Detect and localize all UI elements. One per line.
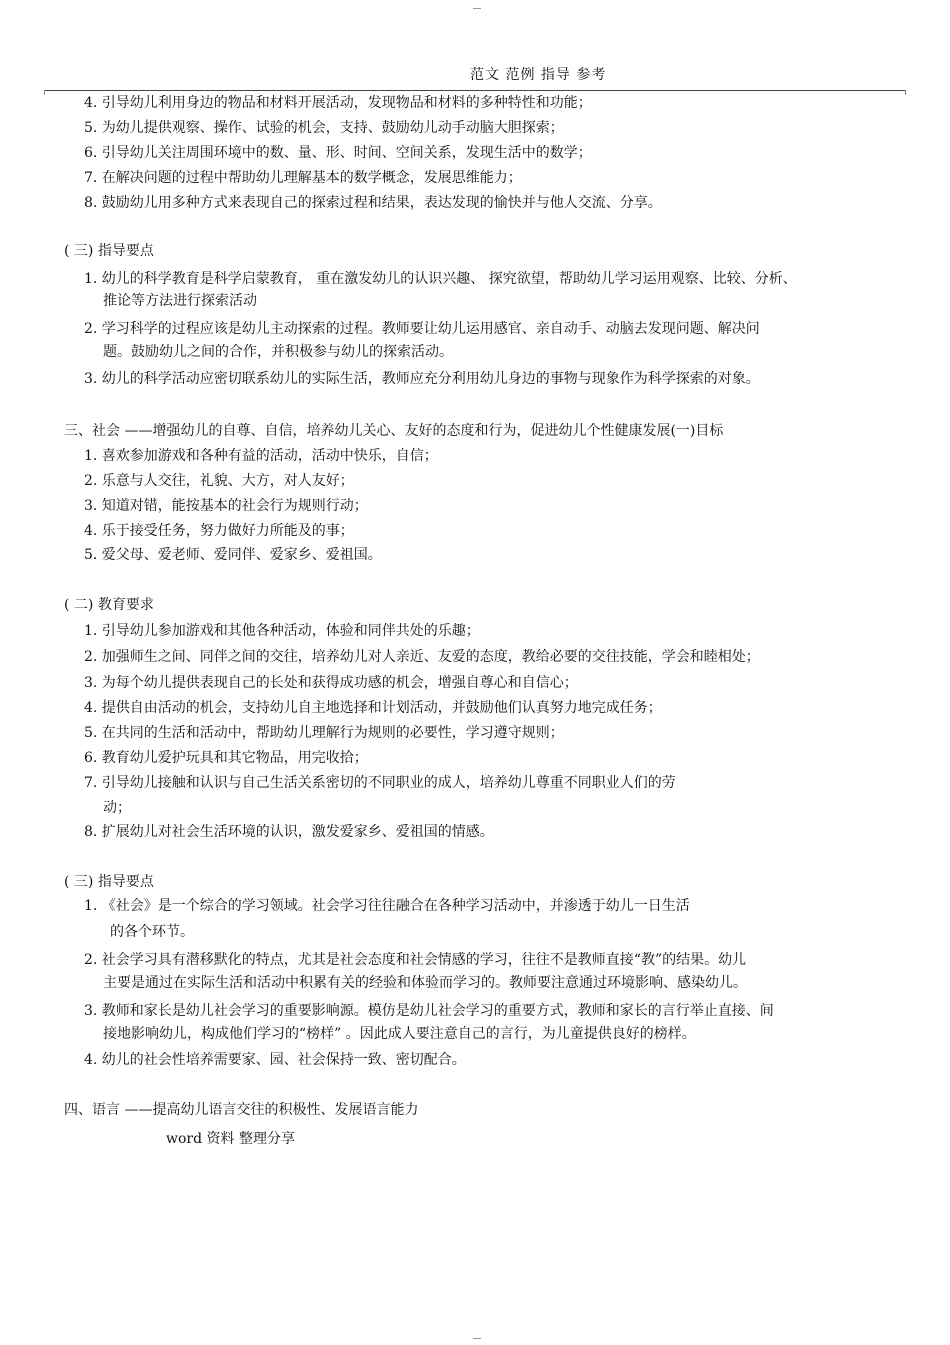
page-header: 范文 范例 指导 参考 bbox=[470, 67, 607, 83]
text-line: 8. 鼓励幼儿用多种方式来表现自己的探索过程和结果，表达发现的愉快并与他人交流、分享。 bbox=[84, 195, 662, 211]
text-line: 6. 教育幼儿爱护玩具和其它物品，用完收拾； bbox=[84, 750, 368, 766]
text-line: 推论等方法进行探索活动 bbox=[103, 293, 257, 309]
bottom-dash bbox=[473, 1338, 481, 1339]
text-line: 的各个环节。 bbox=[110, 924, 194, 940]
text-line: 题。鼓励幼儿之间的合作，并积极参与幼儿的探索活动。 bbox=[103, 344, 453, 360]
text-line: 接地影响幼儿，构成他们学习的“榜样” 。因此成人要注意自己的言行，为儿童提供良好的榜样。 bbox=[103, 1026, 696, 1042]
text-line: 7. 在解决问题的过程中帮助幼儿理解基本的数学概念，发展思维能力； bbox=[84, 170, 522, 186]
text-line: 3. 教师和家长是幼儿社会学习的重要影响源。模仿是幼儿社会学习的重要方式，教师和家长的言行举止直接、间 bbox=[84, 1003, 774, 1019]
text-line: 主要是通过在实际生活和活动中积累有关的经验和体验而学习的。教师要注意通过环境影响、感染幼儿。 bbox=[103, 975, 747, 991]
text-line: 3. 为每个幼儿提供表现自己的长处和获得成功感的机会，增强自尊心和自信心； bbox=[84, 675, 578, 691]
text-line: 4. 幼儿的社会性培养需要家、园、社会保持一致、密切配合。 bbox=[84, 1052, 466, 1068]
text-line: 4. 提供自由活动的机会，支持幼儿自主地选择和计划活动，并鼓励他们认真努力地完成任务； bbox=[84, 700, 662, 716]
text-line: 1. 引导幼儿参加游戏和其他各种活动，体验和同伴共处的乐趣； bbox=[84, 623, 480, 639]
text-line: 5. 为幼儿提供观察、操作、试验的机会，支持、鼓励幼儿动手动脑大胆探索； bbox=[84, 120, 564, 136]
text-line: 2. 乐意与人交往，礼貌、大方，对人友好； bbox=[84, 473, 354, 489]
page-footer: word 资料 整理分享 bbox=[166, 1131, 295, 1147]
text-line: 2. 社会学习具有潜移默化的特点，尤其是社会态度和社会情感的学习，往往不是教师直接“教”的结果。幼儿 bbox=[84, 952, 747, 968]
text-line: 7. 引导幼儿接触和认识与自己生活关系密切的不同职业的成人，培养幼儿尊重不同职业人们的劳 bbox=[84, 775, 676, 791]
text-line: 6. 引导幼儿关注周围环境中的数、量、形、时间、空间关系，发现生活中的数学； bbox=[84, 145, 592, 161]
text-line: 8. 扩展幼儿对社会生活环境的认识，激发爱家乡、爱祖国的情感。 bbox=[84, 824, 494, 840]
text-line: 2. 加强师生之间、同伴之间的交往，培养幼儿对人亲近、友爱的态度，教给必要的交往技能，学会和睦相处； bbox=[84, 649, 760, 665]
text-line: 动； bbox=[103, 800, 131, 816]
text-line: ( 二) 教育要求 bbox=[64, 597, 154, 613]
text-line: ( 三) 指导要点 bbox=[64, 243, 154, 259]
text-line: 1. 《社会》是一个综合的学习领域。社会学习往往融合在各种学习活动中，并渗透于幼儿一日生活 bbox=[84, 898, 690, 914]
text-line: ( 三) 指导要点 bbox=[64, 874, 154, 890]
text-line: 1. 喜欢参加游戏和各种有益的活动，活动中快乐，自信； bbox=[84, 448, 438, 464]
top-dash bbox=[473, 8, 481, 9]
text-line: 3. 知道对错，能按基本的社会行为规则行动； bbox=[84, 498, 368, 514]
text-line: 1. 幼儿的科学教育是科学启蒙教育， 重在激发幼儿的认识兴趣、 探究欲望，帮助幼儿学习运用观察、比较、分析、 bbox=[84, 271, 797, 287]
rule-right-tick bbox=[905, 90, 906, 95]
text-line: 4. 乐于接受任务，努力做好力所能及的事； bbox=[84, 523, 354, 539]
text-line: 三、社会 ——增强幼儿的自尊、自信，培养幼儿关心、友好的态度和行为，促进幼儿个性健康发展(一)目标 bbox=[64, 423, 724, 439]
header-rule bbox=[44, 90, 906, 91]
text-line: 4. 引导幼儿利用身边的物品和材料开展活动，发现物品和材料的多种特性和功能； bbox=[84, 95, 592, 111]
text-line: 四、语言 ——提高幼儿语言交往的积极性、发展语言能力 bbox=[64, 1102, 419, 1118]
text-line: 5. 爱父母、爱老师、爱同伴、爱家乡、爱祖国。 bbox=[84, 547, 382, 563]
rule-left-tick bbox=[44, 90, 45, 95]
text-line: 2. 学习科学的过程应该是幼儿主动探索的过程。教师要让幼儿运用感官、亲自动手、动脑去发现问题、解决问 bbox=[84, 321, 760, 337]
text-line: 5. 在共同的生活和活动中，帮助幼儿理解行为规则的必要性，学习遵守规则； bbox=[84, 725, 564, 741]
text-line: 3. 幼儿的科学活动应密切联系幼儿的实际生活，教师应充分利用幼儿身边的事物与现象作为科学探索的对象。 bbox=[84, 371, 760, 387]
